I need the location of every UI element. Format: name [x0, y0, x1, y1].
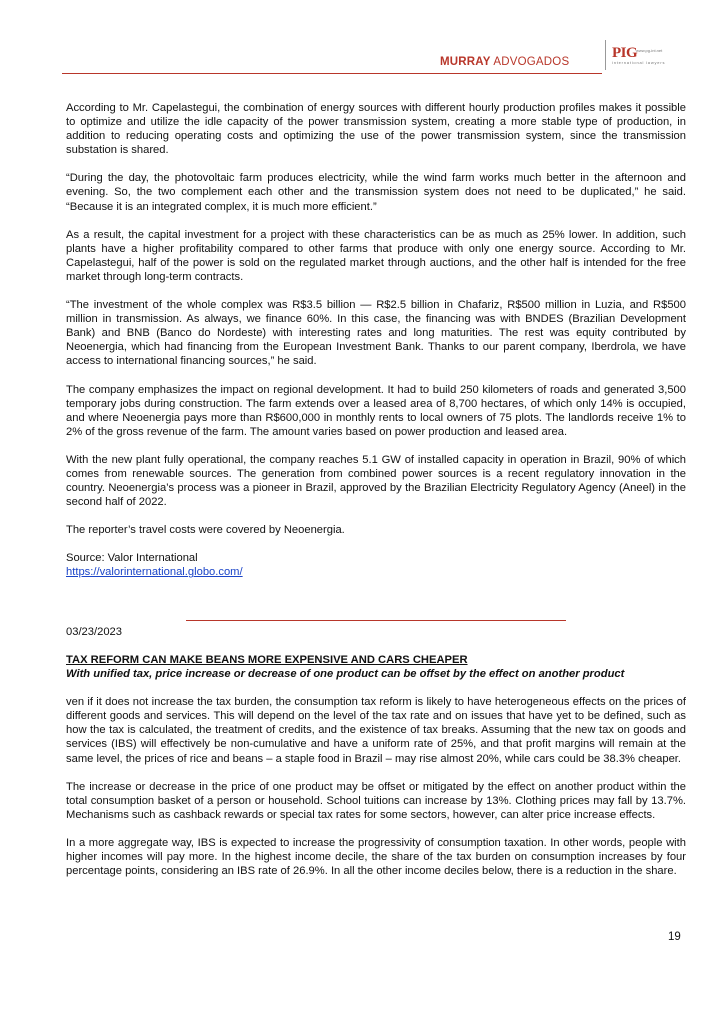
- brand-name-bold: MURRAY: [440, 56, 491, 68]
- article-continuation: [66, 101, 686, 580]
- paragraph: The reporter’s travel costs were covered by Neoenergia.: [66, 524, 345, 537]
- brand-name: [440, 56, 569, 68]
- brand-name-rest: ADVOGADOS: [490, 56, 570, 68]
- paragraph: According to Mr. Capelastegui, the combination of energy sources with different hourly production profiles makes it possible to optimize and utilize the idle capacity of the power transmission system, creating a more stable type of production, in addition to reducing operating costs and optimizing the use of the power transmission system, since the transmission substation is shared.: [66, 102, 686, 157]
- page-header: [0, 0, 728, 80]
- article-headline: TAX REFORM CAN MAKE BEANS MORE EXPENSIVE AND CARS CHEAPER: [66, 654, 468, 666]
- source-link[interactable]: https://valorinternational.globo.com/: [66, 566, 243, 579]
- pig-logo-url: www.pg-int.net: [636, 48, 663, 53]
- article-divider: [186, 620, 566, 621]
- logo-divider: [605, 40, 606, 70]
- pig-logo: [612, 44, 674, 66]
- paragraph: The company emphasizes the impact on regional development. It had to build 250 kilometers of roads and generated 3,500 temporary jobs during construction. The farm extends over a leased area of 8,700 hectares, of which only 14% is occupied, and where Neoenergia pays more than R$600,000 in monthly rents to local owners of 75 plots. The landlords receive 1% to 2% of the gross revenue of the farm. The amount varies based on power production and leased area.: [66, 383, 686, 438]
- pig-logo-tagline: international lawyers: [612, 60, 666, 65]
- source-label: Source: Valor International: [66, 552, 198, 565]
- paragraph: As a result, the capital investment for a project with these characteristics can be as much as 25% lower. In addition, such plants have a higher profitability compared to other farms that produce with only one energy source. According to Mr. Capelastegui, half of the power is sold on the regulated market through auctions, and the other half is intended for the free market through long-term contracts.: [66, 228, 686, 283]
- paragraph: In a more aggregate way, IBS is expected to increase the progressivity of consumption taxation. In other words, people with higher incomes will pay more. In the highest income decile, the share of the tax burden on consumption increases by four percentage points, considering an IBS rate of 26.9%. In all the other income deciles below, there is a reduction in the share.: [66, 836, 686, 878]
- paragraph: “The investment of the whole complex was R$3.5 billion — R$2.5 billion in Chafariz, R$500 million in Luzia, and R$500 million in transmission. As always, we finance 60%. In this case, the financing was with BNDES (Brazilian Development Bank) and BNB (Banco do Nordeste) with interesting rates and long maturities. The rest was equity contributed by Neoenergia, which had financing from the European Investment Bank. Thanks to our parent company, Iberdrola, we have access to international financing sources,” he said.: [66, 299, 686, 368]
- page-number: 19: [668, 931, 681, 943]
- paragraph: “During the day, the photovoltaic farm produces electricity, while the wind farm works much better in the afternoon and evening. So, the two complement each other and the transmission system does not need to be duplicated,” he said. “Because it is an integrated complex, it is much more efficient.”: [66, 172, 686, 213]
- article-subheadline: With unified tax, price increase or decrease of one product can be offset by the effect on another product: [66, 668, 625, 681]
- paragraph: The increase or decrease in the price of one product may be offset or mitigated by the effect on another product within the total consumption basket of a person or household. School tuitions can increase by 13%. Clothing prices may fall by 13.7%. Mechanisms such as cashback rewards or special tax rates for some sectors, however, can alter price increase effects.: [66, 780, 686, 821]
- article-date: 03/23/2023: [66, 626, 122, 638]
- pig-logo-text: PIG: [612, 45, 638, 61]
- paragraph: ven if it does not increase the tax burden, the consumption tax reform is likely to have heterogeneous effects on the prices of different goods and services. This will depend on the level of the tax rate and on issues that have yet to be defined, such as how the tax is calculated, the treatment of credits, and the existence of tax breaks. Assuming that the new tax on goods and services (IBS) will effectively be non-cumulative and have a uniform rate of 25%, and that profit margins will remain at the same level, the prices of rice and beans – a staple food in Brazil – may rise almost 20%, while cars could be 38.3% cheaper.: [66, 696, 686, 765]
- paragraph: With the new plant fully operational, the company reaches 5.1 GW of installed capacity in operation in Brazil, 90% of which comes from renewable sources. The generation from combined power sources is a recent regulatory innovation in the country. Neoenergia’s process was a pioneer in Brazil, approved by the Brazilian Electricity Regulatory Agency (Aneel) in the second half of 2022.: [66, 453, 686, 509]
- article-tax-reform: [66, 653, 686, 892]
- header-rule: [62, 73, 602, 74]
